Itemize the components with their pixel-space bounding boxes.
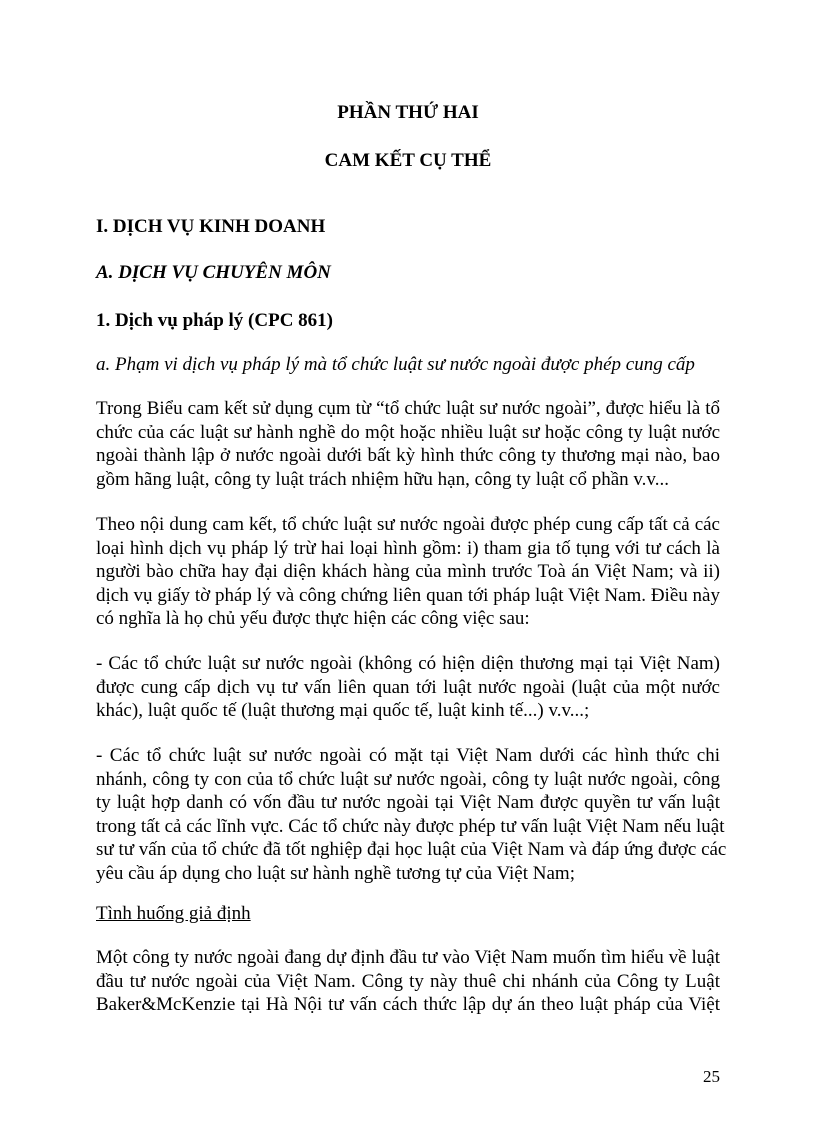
paragraph-line: chức của các luật sư hành nghề do một hoặc nhiều luật sư hoặc công ty luật nước [96,421,720,443]
document-page [96,0,727,1123]
paragraph-line: trong tất cả các lĩnh vực. Các tổ chức này được phép tư vấn luật Việt Nam nếu luật [96,815,725,837]
paragraph-line: gồm hãng luật, công ty luật trách nhiệm hữu hạn, công ty luật cổ phần v.v... [96,468,669,490]
paragraph-line: ty luật hợp danh có vốn đầu tư nước ngoài tại Việt Nam được quyền tư vấn luật [96,792,720,813]
paragraph-line: - Các tổ chức luật sư nước ngoài (không có hiện diện thương mại tại Việt Nam) [96,653,720,674]
paragraph-bullet-foreign [96,652,720,723]
paragraph-line: được cung cấp dịch vụ tư vấn liên quan tới luật nước ngoài (luật của một nước [96,676,720,698]
paragraph-line: Theo nội dung cam kết, tổ chức luật sư nước ngoài được phép cung cấp tất cả các [96,514,720,535]
part-subtitle: CAM KẾT CỤ THỂ [324,150,492,171]
paragraph-line: yêu cầu áp dụng cho luật sư hành nghề tương tự của Việt Nam; [96,862,575,884]
item-heading: 1. Dịch vụ pháp lý (CPC 861) [96,310,333,331]
paragraph-line: loại hình dịch vụ pháp lý trừ hai loại hình gồm: i) tham gia tố tụng với tư cách là [96,537,720,559]
paragraph-line: Baker&McKenzie tại Hà Nội tư vấn cách thức lập dự án theo luật pháp của Việt [96,994,720,1015]
paragraph-line: người bào chữa hay đại diện khách hàng của mình trước Toà án Việt Nam; và ii) [96,561,720,582]
paragraph-bullet-presence [96,744,727,885]
paragraph-line: sư tư vấn của tổ chức đã tốt nghiệp đại học luật của Việt Nam và đáp ứng được các [96,839,727,860]
paragraph-line: dịch vụ giấy tờ pháp lý và công chứng liên quan tới pháp luật Việt Nam. Điều này [96,584,720,606]
page-number: 25 [703,1067,720,1086]
paragraph-line: nhánh, công ty con của tổ chức luật sư nước ngoài, công ty luật nước ngoài, công [96,768,720,790]
scope-heading: a. Phạm vi dịch vụ pháp lý mà tổ chức luật sư nước ngoài được phép cung cấp [96,354,695,375]
paragraph-scenario [96,946,720,1017]
paragraph-line: ngoài thành lập ở nước ngoài dưới bất kỳ hình thức công ty thương mại nào, bao [96,445,720,466]
scenario-heading: Tình huống giả định [96,903,251,924]
paragraph-commitment [96,513,720,631]
paragraph-line: khác), luật quốc tế (luật thương mại quốc tế, luật kinh tế...) v.v...; [96,700,590,721]
paragraph-definition [96,397,720,491]
paragraph-line: có nghĩa là họ chủ yếu được thực hiện các công việc sau: [96,608,530,629]
paragraph-line: - Các tổ chức luật sư nước ngoài có mặt tại Việt Nam dưới các hình thức chi [96,745,720,766]
paragraph-line: đầu tư nước ngoài của Việt Nam. Công ty này thuê chi nhánh của Công ty Luật [96,970,720,992]
section-heading: I. DỊCH VỤ KINH DOANH [96,216,326,237]
subsection-heading: A. DỊCH VỤ CHUYÊN MÔN [96,262,331,283]
paragraph-line: Một công ty nước ngoài đang dự định đầu tư vào Việt Nam muốn tìm hiểu về luật [96,947,720,968]
paragraph-line: Trong Biểu cam kết sử dụng cụm từ “tổ chức luật sư nước ngoài”, được hiểu là tổ [96,398,720,419]
part-title: PHẦN THỨ HAI [337,102,479,123]
